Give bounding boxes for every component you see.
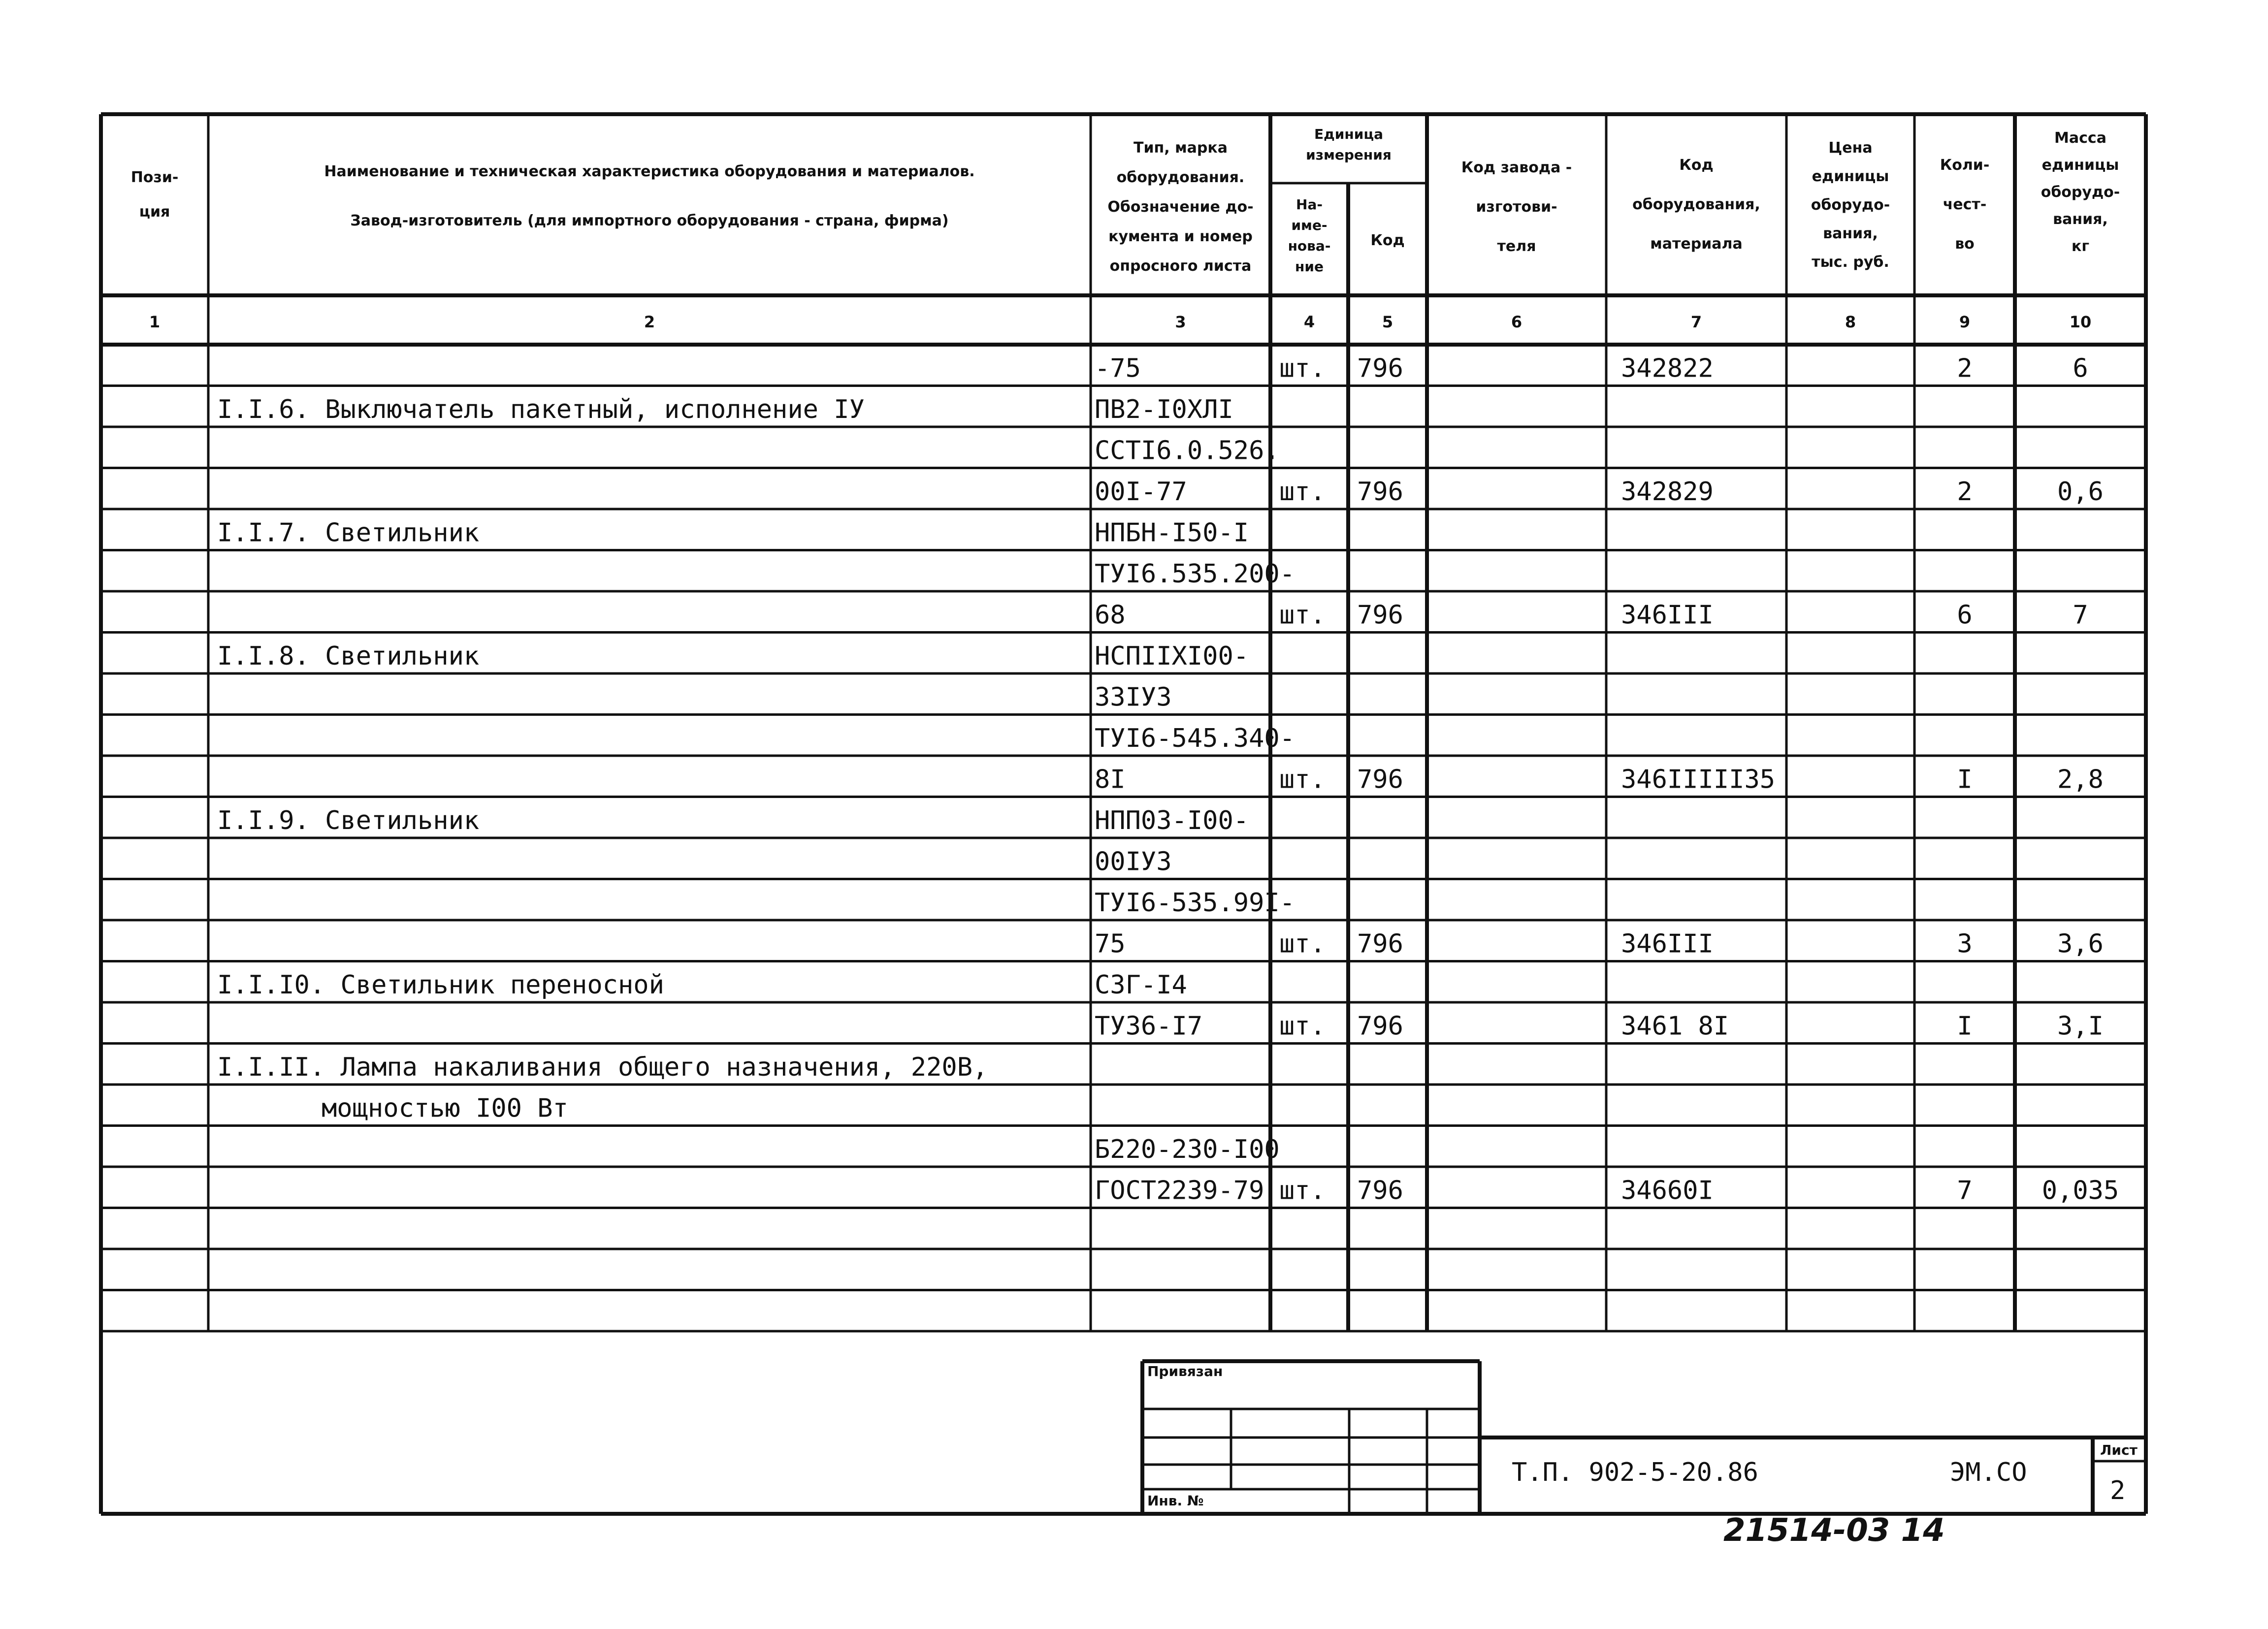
title-block	[101, 1331, 2146, 1549]
header-plant-code: изготови-	[1476, 198, 1557, 216]
cell-unit: шт.	[1279, 353, 1326, 383]
column-number-row	[149, 313, 2091, 331]
sheet-number: 2	[2110, 1476, 2126, 1505]
header-type: Тип, марка	[1134, 139, 1228, 157]
cell-unit: шт.	[1279, 477, 1326, 507]
header-type: оборудования.	[1116, 169, 1245, 186]
column-number: 7	[1690, 313, 1702, 331]
cell-qty: 2	[1957, 477, 1973, 507]
table-row	[1095, 354, 2088, 383]
cell-type: ПВ2-I0ХЛI	[1095, 395, 1233, 424]
cell-type: 00I-77	[1095, 477, 1187, 507]
cell-qty: 3	[1957, 929, 1973, 959]
inventory-label: Инв. №	[1147, 1493, 1204, 1509]
header-unit-group: измерения	[1306, 147, 1392, 163]
table-header	[131, 126, 2120, 275]
cell-qty: 2	[1957, 353, 1973, 383]
header-equipment-code: оборудования,	[1632, 196, 1760, 213]
cell-code: 796	[1357, 353, 1403, 383]
cell-unit: шт.	[1279, 765, 1326, 795]
cell-name: I.I.I0. Светильник переносной	[217, 970, 664, 1000]
cell-code: 796	[1357, 1176, 1403, 1206]
cell-mass: 0,035	[2041, 1176, 2119, 1206]
table-row	[217, 518, 1249, 548]
cell-type: 33IУ3	[1095, 682, 1172, 712]
header-mass: вания,	[2053, 211, 2108, 228]
cell-unit: шт.	[1279, 1176, 1326, 1206]
cell-type: ССТI6.0.526.	[1095, 436, 1280, 466]
table-row	[1095, 888, 1295, 918]
cell-type: 00IУ3	[1095, 847, 1172, 877]
header-unit-name: ние	[1295, 258, 1324, 275]
cell-name: I.I.9. Светильник	[217, 806, 480, 835]
column-number: 10	[2069, 313, 2092, 331]
header-type: опросного листа	[1109, 257, 1252, 275]
cell-type: НПП03-I00-	[1095, 806, 1249, 835]
sheet-label: Лист	[2100, 1442, 2138, 1458]
header-mass: Масса	[2054, 129, 2106, 147]
cell-type: ТУI6-545.340-	[1095, 724, 1295, 753]
header-price: вания,	[1823, 225, 1878, 242]
column-number: 6	[1511, 313, 1523, 331]
cell-qty: 7	[1957, 1176, 1973, 1206]
cell-equip: 346III	[1621, 929, 1714, 959]
table-row	[1095, 1135, 1280, 1164]
header-type: Обозначение до-	[1107, 198, 1254, 216]
header-price: Цена	[1828, 139, 1873, 157]
table-row	[1095, 559, 1295, 589]
cell-qty: 6	[1957, 600, 1973, 630]
column-number: 9	[1959, 313, 1971, 331]
cell-name: I.I.7. Светильник	[217, 518, 480, 548]
table-row	[217, 970, 1187, 1000]
cell-type: ГОСТ2239-79	[1095, 1176, 1264, 1206]
cell-type: Б220-230-I00	[1095, 1135, 1280, 1164]
cell-name: I.I.II. Лампа накаливания общего назначения, 220В,	[217, 1053, 988, 1082]
cell-type: ТУ36-I7	[1095, 1011, 1203, 1041]
column-number: 4	[1303, 313, 1315, 331]
cell-qty: I	[1957, 1011, 1973, 1041]
cell-type: ТУI6.535.200-	[1095, 559, 1295, 589]
cell-name: мощностью I00 Вт	[322, 1093, 568, 1123]
header-position: Пози-	[130, 169, 179, 186]
cell-type: НПБН-I50-I	[1095, 518, 1249, 548]
cell-unit: шт.	[1279, 1011, 1326, 1041]
table-row	[217, 1053, 988, 1082]
cell-equip: 34660I	[1621, 1176, 1714, 1206]
header-quantity: во	[1955, 235, 1975, 253]
cell-type: 8I	[1095, 765, 1126, 795]
cell-type: -75	[1095, 353, 1141, 383]
table-row	[1095, 436, 1280, 466]
header-equipment-code: материала	[1650, 235, 1743, 253]
header-mass: единицы	[2041, 157, 2119, 174]
cell-mass: 6	[2073, 353, 2088, 383]
table-row	[217, 641, 1249, 671]
table-row	[1095, 847, 1172, 877]
document-number: Т.П. 902-5-20.86	[1512, 1458, 1758, 1487]
header-unit-name: име-	[1291, 217, 1328, 233]
cell-code: 796	[1357, 929, 1403, 959]
cell-type: 68	[1095, 600, 1126, 630]
cell-equip: 346IIIII35	[1621, 765, 1776, 795]
header-manufacturer: Завод-изготовитель (для импортного оборудования - страна, фирма)	[350, 212, 949, 229]
column-number: 8	[1845, 313, 1856, 331]
header-equipment-code: Код	[1679, 157, 1714, 174]
cell-qty: I	[1957, 765, 1973, 795]
header-quantity: Коли-	[1940, 157, 1990, 174]
cell-mass: 3,6	[2057, 929, 2104, 959]
table-row	[1095, 765, 2104, 795]
table-row	[1095, 601, 2088, 630]
table-row	[1095, 929, 2104, 959]
column-number: 1	[149, 313, 161, 331]
cell-equip: 342829	[1621, 477, 1714, 507]
header-mass: оборудо-	[2041, 184, 2120, 201]
cell-type: ТУI6-535.99I-	[1095, 888, 1295, 918]
cell-mass: 0,6	[2057, 477, 2104, 507]
header-price: единицы	[1812, 168, 1889, 185]
cell-mass: 2,8	[2057, 765, 2104, 795]
column-number: 3	[1175, 313, 1186, 331]
header-plant-code: теля	[1497, 238, 1536, 255]
document-mark: ЭМ.СО	[1950, 1458, 2027, 1487]
header-type: кумента и номер	[1108, 228, 1253, 245]
header-unit-name: нова-	[1288, 238, 1331, 254]
table-row	[1095, 1012, 2104, 1041]
header-unit-code: Код	[1370, 232, 1405, 249]
header-position: ция	[139, 203, 170, 221]
cell-equip: 3461 8I	[1621, 1011, 1729, 1041]
table-row	[1095, 724, 1295, 753]
cell-equip: 342822	[1621, 353, 1714, 383]
table-row	[217, 806, 1249, 835]
header-plant-code: Код завода -	[1461, 159, 1572, 176]
cell-type: НСПIIХI00-	[1095, 641, 1249, 671]
cell-name: I.I.8. Светильник	[217, 641, 480, 671]
header-unit-name: На-	[1296, 196, 1323, 213]
table-body	[217, 354, 2119, 1206]
column-number: 5	[1382, 313, 1393, 331]
cell-equip: 346III	[1621, 600, 1714, 630]
header-unit-group: Единица	[1314, 126, 1383, 142]
attached-label: Привязан	[1147, 1363, 1223, 1379]
cell-mass: 7	[2073, 600, 2088, 630]
column-number: 2	[644, 313, 655, 331]
cell-type: 75	[1095, 929, 1126, 959]
header-price: тыс. руб.	[1812, 254, 1889, 271]
header-name: Наименование и техническая характеристика оборудования и материалов.	[324, 163, 975, 180]
cell-code: 796	[1357, 477, 1403, 507]
cell-code: 796	[1357, 1011, 1403, 1041]
cell-mass: 3,I	[2057, 1011, 2104, 1041]
cell-type: СЗГ-I4	[1095, 970, 1187, 1000]
table-row	[217, 395, 1233, 424]
handwritten-note: 21514-03 14	[1723, 1512, 1945, 1549]
cell-name: I.I.6. Выключатель пакетный, исполнение IУ	[217, 395, 865, 424]
cell-code: 796	[1357, 600, 1403, 630]
table-row	[1095, 477, 2104, 507]
header-price: оборудо-	[1811, 196, 1890, 214]
table-row	[322, 1094, 568, 1123]
cell-code: 796	[1357, 765, 1403, 795]
header-mass: кг	[2071, 238, 2090, 255]
cell-unit: шт.	[1279, 600, 1326, 630]
header-quantity: чест-	[1943, 196, 1987, 213]
table-row	[1095, 683, 1172, 712]
cell-unit: шт.	[1279, 929, 1326, 959]
